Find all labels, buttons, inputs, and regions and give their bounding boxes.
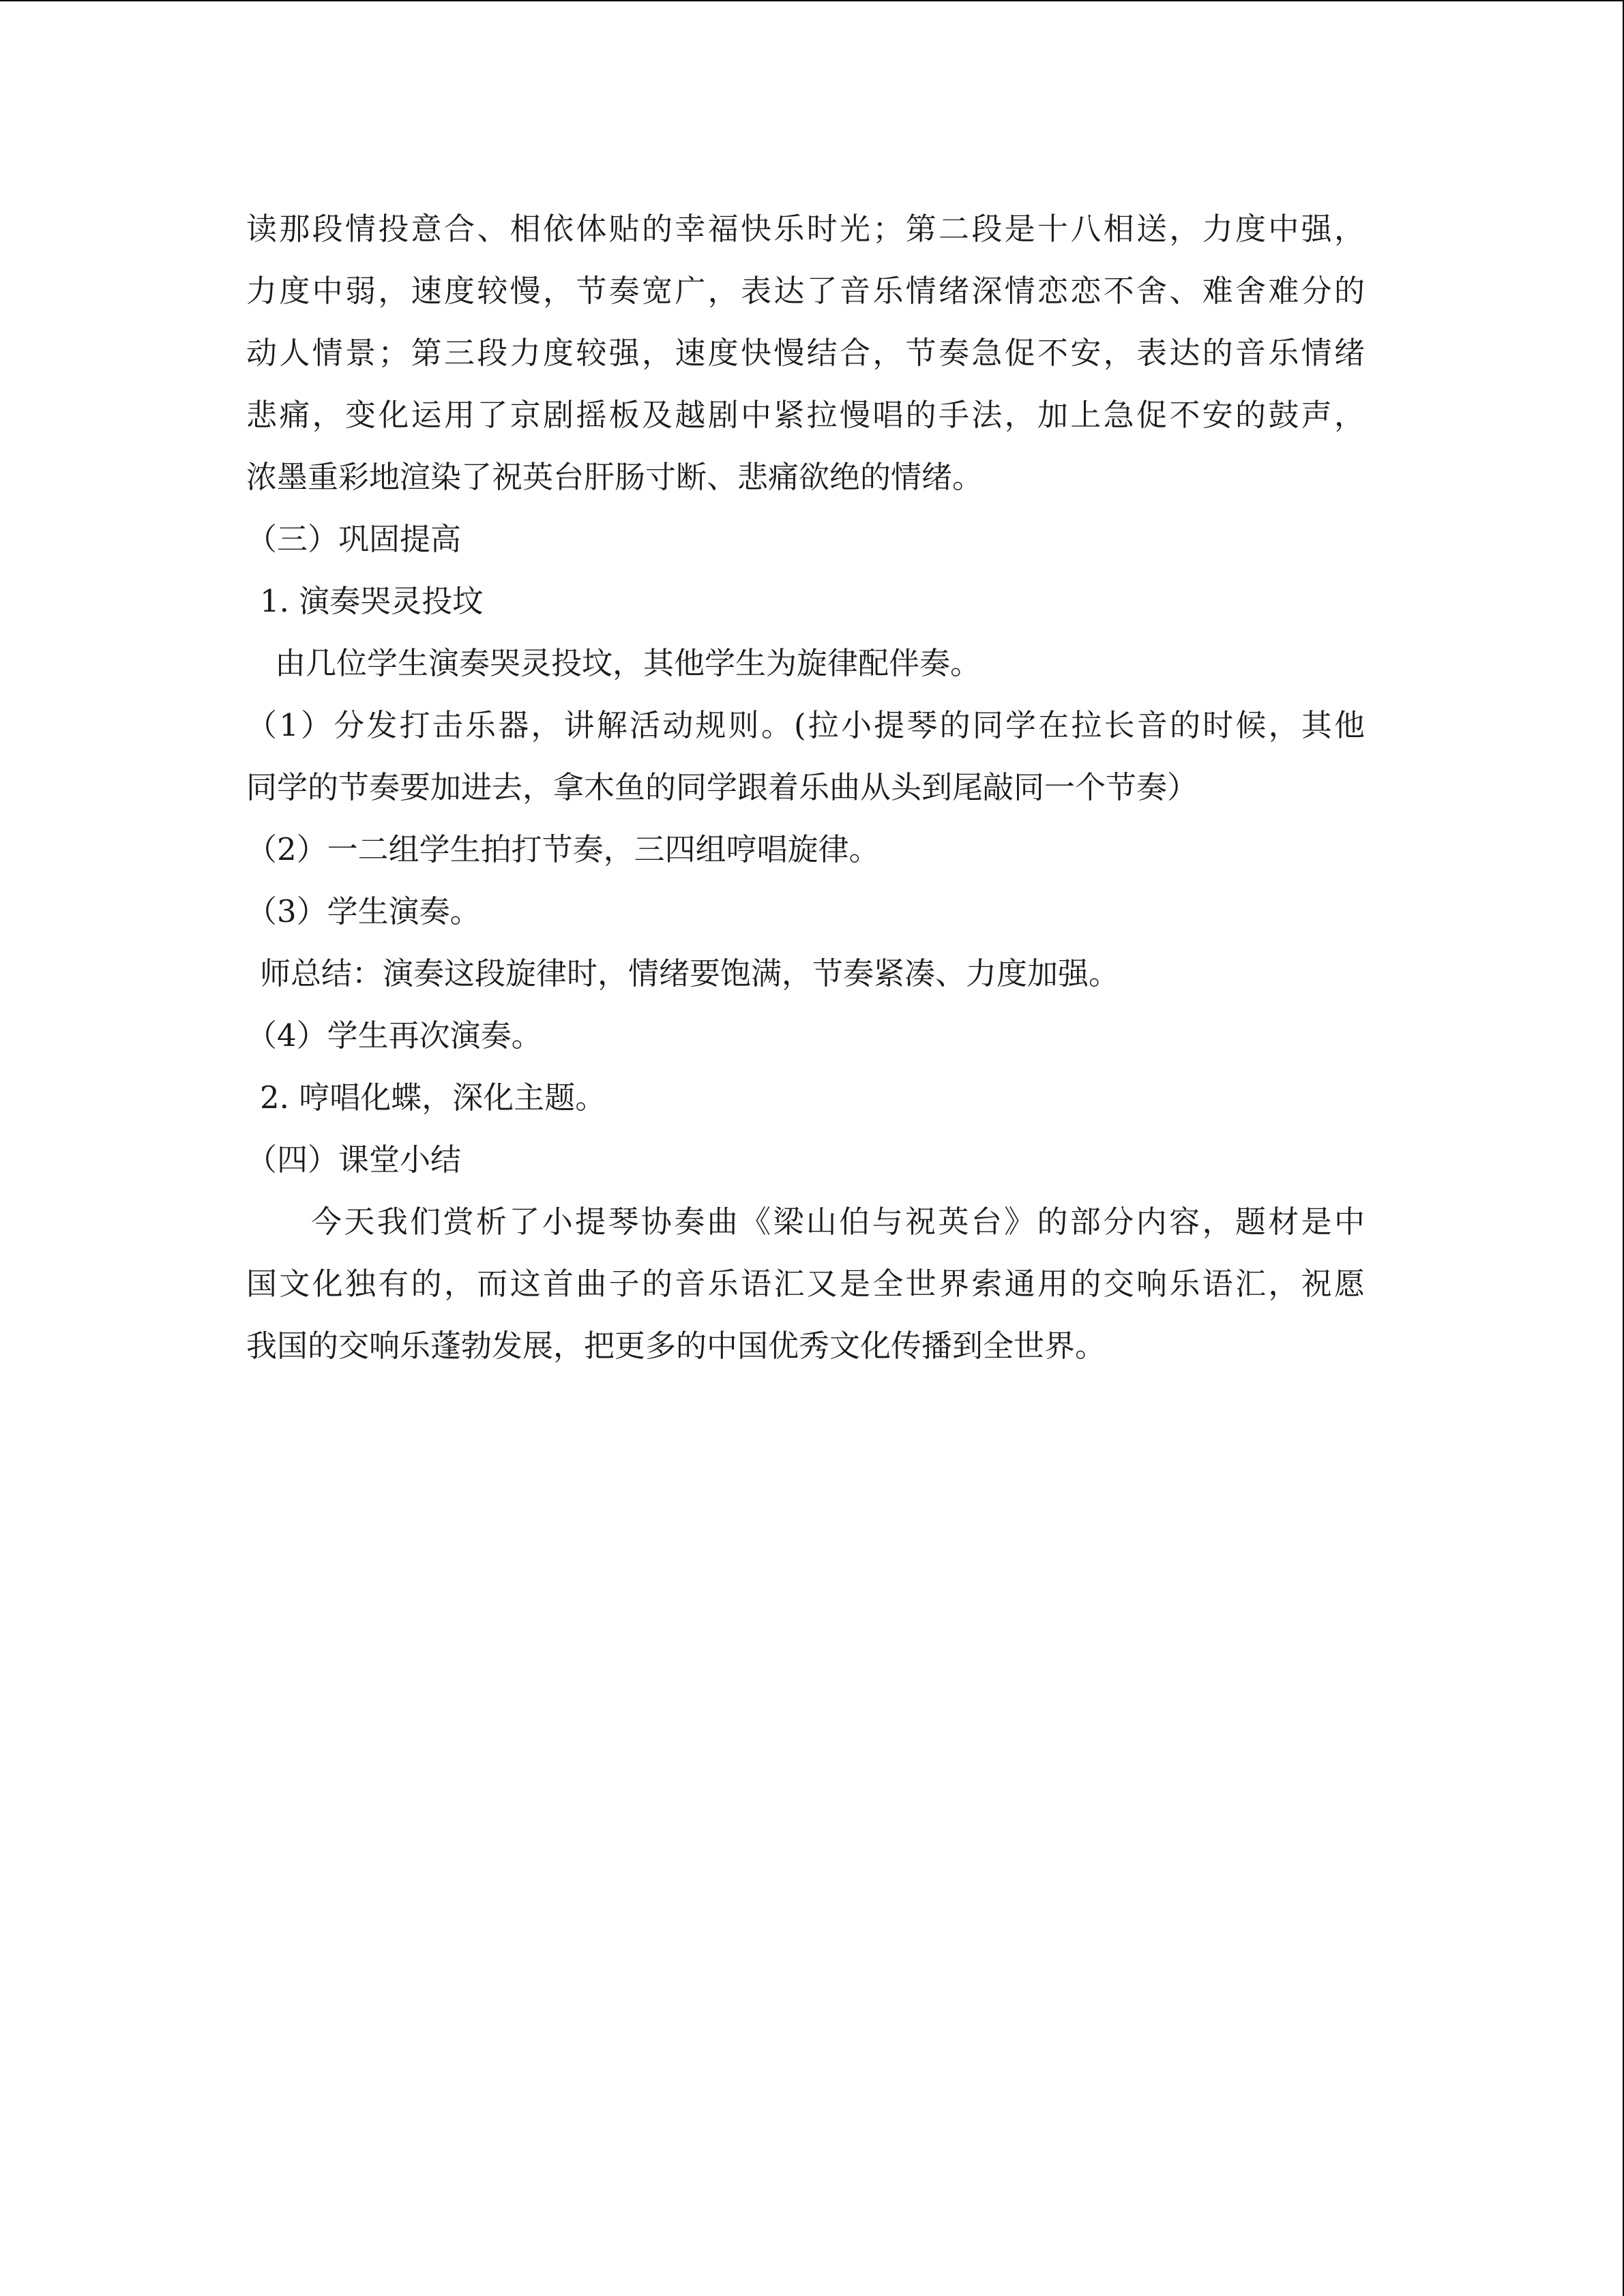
text-line: 同学的节奏要加进去，拿木鱼的同学跟着乐曲从头到尾敲同一个节奏）	[246, 769, 1198, 805]
list-item-1-description: 由几位学生演奏哭灵投坟，其他学生为旋律配伴奏。	[275, 645, 981, 681]
section-heading-3: （三）巩固提高	[246, 521, 462, 557]
step-3: （3）学生演奏。	[246, 893, 481, 929]
section-heading-4: （四）课堂小结	[246, 1142, 462, 1178]
text-line: 国文化独有的，而这首曲子的音乐语汇又是全世界索通用的交响乐语汇，祝愿	[246, 1266, 1365, 1302]
text-line: 悲痛，变化运用了京剧摇板及越剧中紧拉慢唱的手法，加上急促不安的鼓声，	[246, 397, 1365, 433]
list-item-1: 1. 演奏哭灵投坟	[260, 583, 484, 619]
text-line: （1）分发打击乐器，讲解活动规则。(拉小提琴的同学在拉长音的时候，其他	[246, 707, 1365, 743]
step-4: （4）学生再次演奏。	[246, 1017, 542, 1054]
paragraph-summary	[246, 1191, 1365, 1377]
step-2: （2）一二组学生拍打节奏，三四组哼唱旋律。	[246, 831, 880, 867]
paragraph-analysis	[246, 198, 1365, 508]
document-body	[246, 198, 1365, 1377]
text-line: 动人情景；第三段力度较强，速度快慢结合，节奏急促不安，表达的音乐情绪	[246, 335, 1365, 371]
list-item-2: 2. 哼唱化蝶，深化主题。	[260, 1079, 606, 1116]
text-line: 力度中弱，速度较慢，节奏宽广，表达了音乐情绪深情恋恋不舍、难舍难分的	[246, 273, 1365, 309]
teacher-summary: 师总结：演奏这段旋律时，情绪要饱满，节奏紧凑、力度加强。	[260, 955, 1120, 992]
page-border-top	[0, 0, 1624, 1]
text-line: 浓墨重彩地渲染了祝英台肝肠寸断、悲痛欲绝的情绪。	[246, 459, 984, 495]
step-1	[246, 694, 1365, 818]
text-line: 今天我们赏析了小提琴协奏曲《梁山伯与祝英台》的部分内容，题材是中	[311, 1204, 1365, 1240]
text-line: 读那段情投意合、相依体贴的幸福快乐时光；第二段是十八相送，力度中强，	[246, 211, 1365, 247]
text-line: 我国的交响乐蓬勃发展，把更多的中国优秀文化传播到全世界。	[246, 1328, 1106, 1364]
